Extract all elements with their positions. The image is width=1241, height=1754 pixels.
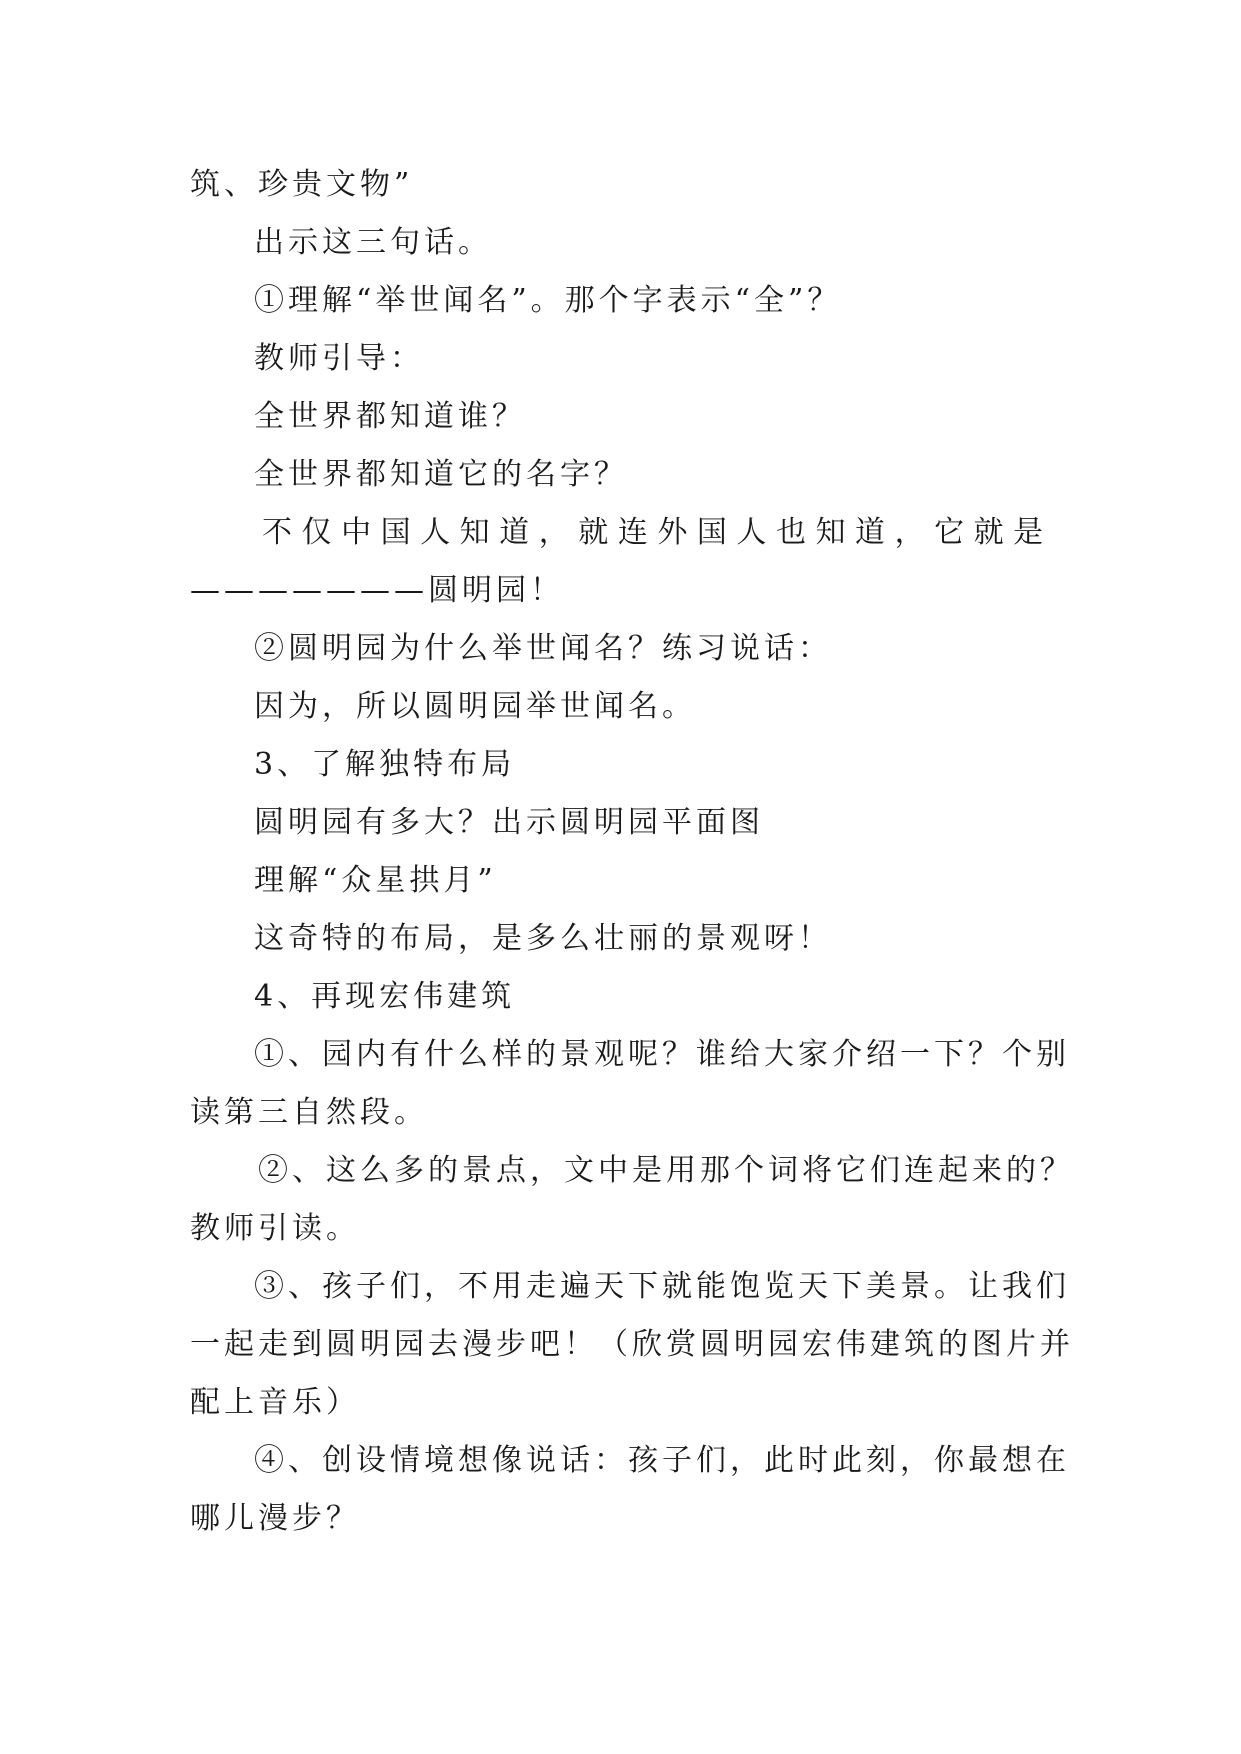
- text-line: 哪儿漫步？: [190, 1501, 360, 1536]
- text-line: 读第三自然段。: [190, 1095, 428, 1130]
- text-line: 教师引导：: [254, 341, 424, 376]
- text-line: ———————圆明园！: [190, 573, 564, 608]
- text-line: 全世界都知道它的名字？: [254, 457, 628, 492]
- text-line: 因为，所以圆明园举世闻名。: [254, 689, 696, 724]
- text-line: ③、孩子们，不用走遍天下就能饱览天下美景。让我们: [254, 1269, 1070, 1304]
- text-line: 一起走到圆明园去漫步吧！（欣赏圆明园宏伟建筑的图片并: [190, 1327, 1074, 1362]
- document-body: [190, 156, 1074, 1548]
- text-line: 出示这三句话。: [254, 225, 492, 260]
- text-line: ①、园内有什么样的景观呢？谁给大家介绍一下？个别: [254, 1037, 1070, 1072]
- text-line: 配上音乐）: [190, 1385, 360, 1420]
- text-line: ②圆明园为什么举世闻名？练习说话：: [254, 631, 832, 666]
- text-line: 圆明园有多大？出示圆明园平面图: [254, 805, 764, 840]
- text-line: 筑、珍贵文物”: [190, 167, 414, 202]
- text-line: 全世界都知道谁？: [254, 399, 526, 434]
- text-line: 不 仅 中 国 人 知 道 ， 就 连 外 国 人 也 知 道 ， 它 就 是: [262, 515, 1044, 550]
- text-line: 理解“众星拱月”: [254, 863, 497, 898]
- text-line: ②、这么多的景点，文中是用那个词将它们连起来的？: [258, 1153, 1074, 1188]
- text-line: ④、创设情境想像说话：孩子们，此时此刻，你最想在: [254, 1443, 1070, 1478]
- text-line: 3、了解独特布局: [254, 747, 516, 782]
- text-line: ①理解“举世闻名”。那个字表示“全”？: [254, 283, 842, 318]
- text-line: 这奇特的布局，是多么壮丽的景观呀！: [254, 921, 832, 956]
- text-line: 教师引读。: [190, 1211, 360, 1246]
- text-line: 4、再现宏伟建筑: [254, 979, 516, 1014]
